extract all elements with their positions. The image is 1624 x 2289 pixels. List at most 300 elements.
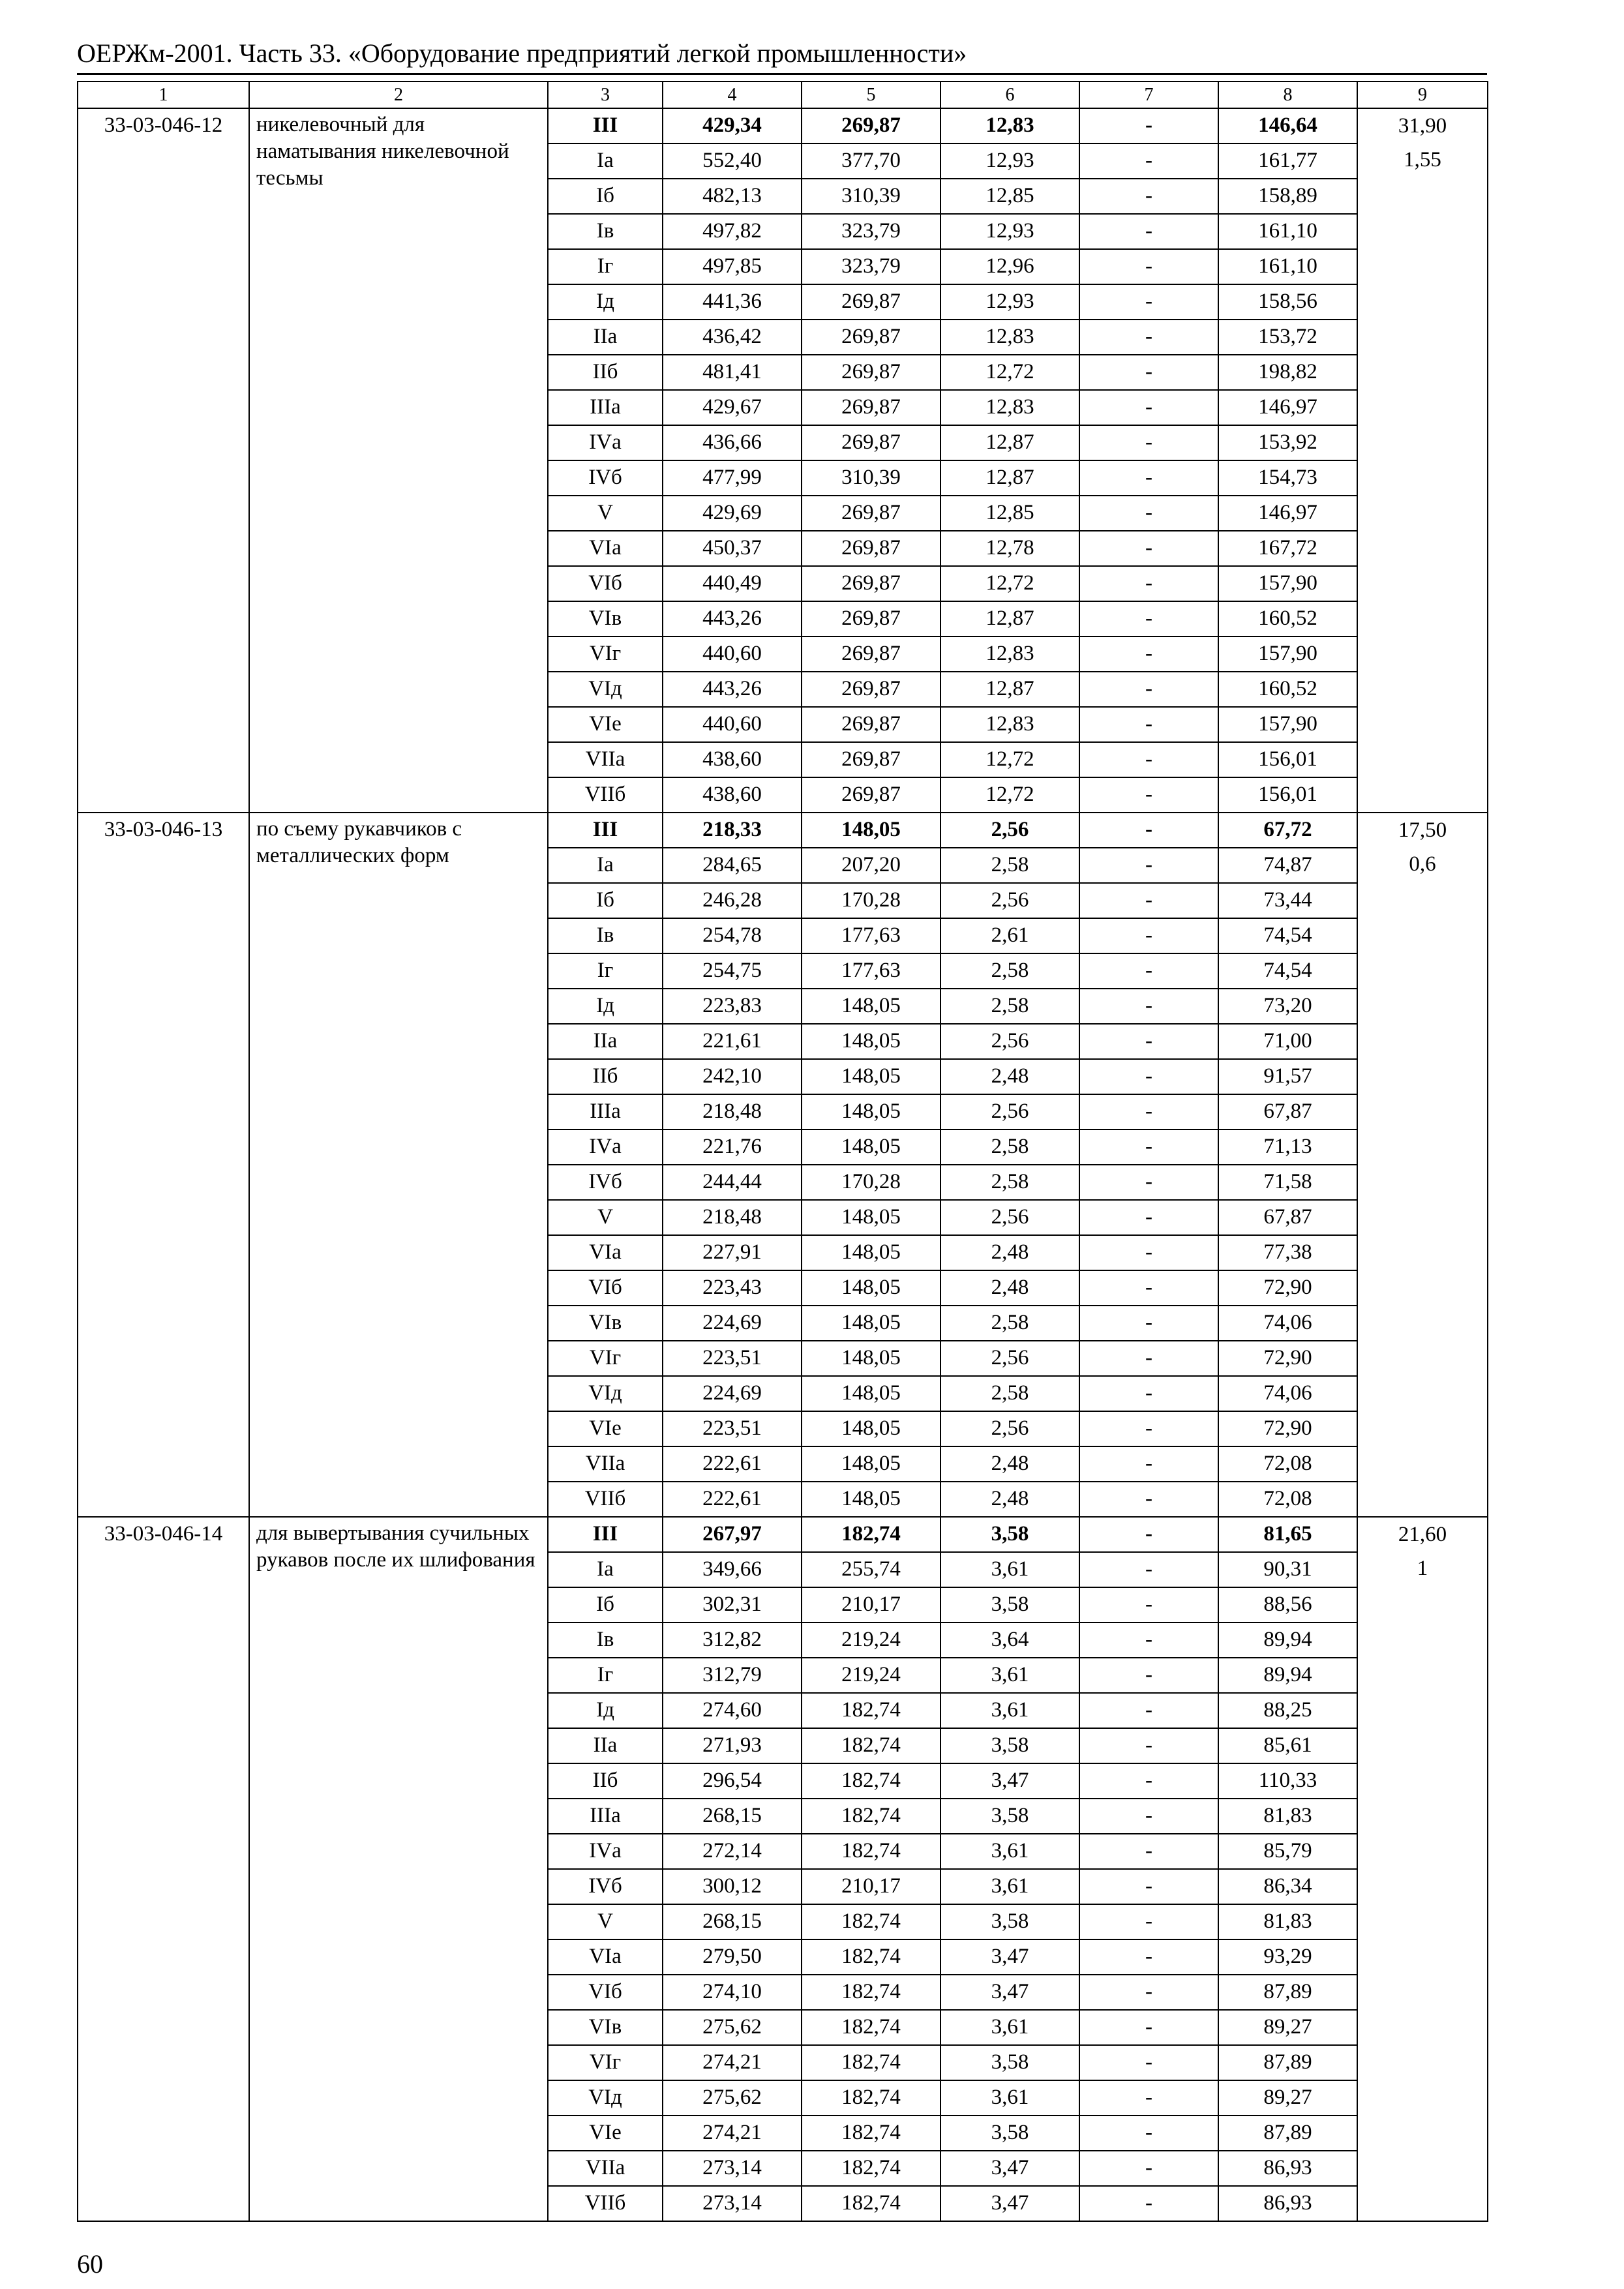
- wages: 269,87: [802, 284, 940, 320]
- wages: 182,74: [802, 2010, 940, 2045]
- wages: 219,24: [802, 1623, 940, 1658]
- total-cost: 429,67: [663, 390, 802, 425]
- price-table: [77, 81, 1488, 2222]
- machinist-wages: -: [1079, 1517, 1218, 1552]
- machine-cost: 2,56: [940, 1200, 1079, 1235]
- labor-grade: 0,6: [1409, 852, 1436, 876]
- machinist-wages: -: [1079, 848, 1218, 883]
- total-cost: 441,36: [663, 284, 802, 320]
- machine-cost: 3,47: [940, 2186, 1079, 2221]
- total-cost: 429,34: [663, 108, 802, 143]
- total-cost: 275,62: [663, 2010, 802, 2045]
- machine-cost: 3,47: [940, 2151, 1079, 2186]
- total-cost: 443,26: [663, 601, 802, 636]
- machine-cost: 12,83: [940, 320, 1079, 355]
- machinist-wages: -: [1079, 214, 1218, 249]
- total-cost: 273,14: [663, 2186, 802, 2221]
- zone-code: IIIа: [548, 390, 663, 425]
- machine-cost: 3,58: [940, 2116, 1079, 2151]
- zone-code: IVа: [548, 1130, 663, 1165]
- machinist-wages: -: [1079, 777, 1218, 813]
- materials-cost: 89,94: [1218, 1658, 1357, 1693]
- machinist-wages: -: [1079, 1270, 1218, 1306]
- machinist-wages: -: [1079, 1059, 1218, 1094]
- materials-cost: 72,08: [1218, 1446, 1357, 1482]
- machine-cost: 3,61: [940, 1693, 1079, 1728]
- zone-code: Iв: [548, 1623, 663, 1658]
- machine-cost: 2,56: [940, 1411, 1079, 1446]
- zone-code: VIIб: [548, 777, 663, 813]
- total-cost: 268,15: [663, 1799, 802, 1834]
- machinist-wages: -: [1079, 1799, 1218, 1834]
- materials-cost: 93,29: [1218, 1939, 1357, 1975]
- materials-cost: 160,52: [1218, 601, 1357, 636]
- materials-cost: 74,54: [1218, 918, 1357, 953]
- wages: 269,87: [802, 496, 940, 531]
- machinist-wages: -: [1079, 1763, 1218, 1799]
- total-cost: 272,14: [663, 1834, 802, 1869]
- zone-code: IVб: [548, 1869, 663, 1904]
- machinist-wages: -: [1079, 1411, 1218, 1446]
- wages: 182,74: [802, 1693, 940, 1728]
- norm-name: для вывертывания сучильных рукавов после их шлифования: [249, 1517, 548, 2221]
- materials-cost: 156,01: [1218, 742, 1357, 777]
- machine-cost: 3,58: [940, 1587, 1079, 1623]
- machine-cost: 12,96: [940, 249, 1079, 284]
- total-cost: 296,54: [663, 1763, 802, 1799]
- materials-cost: 158,89: [1218, 179, 1357, 214]
- zone-code: VIд: [548, 2080, 663, 2116]
- wages: 323,79: [802, 249, 940, 284]
- labor-cost-cell: [1357, 1517, 1488, 2221]
- machinist-wages: -: [1079, 284, 1218, 320]
- materials-cost: 72,90: [1218, 1270, 1357, 1306]
- machinist-wages: -: [1079, 496, 1218, 531]
- machinist-wages: -: [1079, 108, 1218, 143]
- machinist-wages: -: [1079, 1869, 1218, 1904]
- materials-cost: 161,77: [1218, 143, 1357, 179]
- wages: 269,87: [802, 601, 940, 636]
- machinist-wages: -: [1079, 1623, 1218, 1658]
- materials-cost: 85,61: [1218, 1728, 1357, 1763]
- total-cost: 429,69: [663, 496, 802, 531]
- machinist-wages: -: [1079, 2080, 1218, 2116]
- materials-cost: 86,93: [1218, 2151, 1357, 2186]
- machine-cost: 2,56: [940, 883, 1079, 918]
- materials-cost: 74,06: [1218, 1306, 1357, 1341]
- zone-code: Iг: [548, 953, 663, 989]
- zone-code: Iа: [548, 1552, 663, 1587]
- machine-cost: 3,61: [940, 1552, 1079, 1587]
- total-cost: 223,83: [663, 989, 802, 1024]
- zone-code: Iа: [548, 143, 663, 179]
- machinist-wages: -: [1079, 672, 1218, 707]
- wages: 182,74: [802, 1939, 940, 1975]
- zone-code: VIб: [548, 566, 663, 601]
- total-cost: 222,61: [663, 1482, 802, 1517]
- machine-cost: 3,47: [940, 1939, 1079, 1975]
- machine-cost: 3,58: [940, 1799, 1079, 1834]
- table-body: [78, 82, 1488, 2221]
- machinist-wages: -: [1079, 2151, 1218, 2186]
- machine-cost: 12,87: [940, 601, 1079, 636]
- machine-cost: 3,64: [940, 1623, 1079, 1658]
- materials-cost: 67,87: [1218, 1094, 1357, 1130]
- materials-cost: 161,10: [1218, 249, 1357, 284]
- zone-code: VIа: [548, 531, 663, 566]
- machinist-wages: -: [1079, 1939, 1218, 1975]
- materials-cost: 71,13: [1218, 1130, 1357, 1165]
- machinist-wages: -: [1079, 2010, 1218, 2045]
- column-number: 6: [940, 82, 1079, 108]
- machine-cost: 2,56: [940, 1024, 1079, 1059]
- total-cost: 443,26: [663, 672, 802, 707]
- column-number: 7: [1079, 82, 1218, 108]
- total-cost: 271,93: [663, 1728, 802, 1763]
- materials-cost: 71,58: [1218, 1165, 1357, 1200]
- zone-code: VIIб: [548, 2186, 663, 2221]
- wages: 210,17: [802, 1587, 940, 1623]
- machine-cost: 12,72: [940, 566, 1079, 601]
- zone-code: IIа: [548, 1728, 663, 1763]
- materials-cost: 88,56: [1218, 1587, 1357, 1623]
- zone-code: VIIа: [548, 2151, 663, 2186]
- total-cost: 246,28: [663, 883, 802, 918]
- total-cost: 438,60: [663, 777, 802, 813]
- machine-cost: 12,85: [940, 496, 1079, 531]
- zone-code: VIIа: [548, 742, 663, 777]
- wages: 182,74: [802, 1763, 940, 1799]
- wages: 182,74: [802, 1517, 940, 1552]
- wages: 210,17: [802, 1869, 940, 1904]
- machine-cost: 12,87: [940, 672, 1079, 707]
- total-cost: 268,15: [663, 1904, 802, 1939]
- machine-cost: 12,93: [940, 143, 1079, 179]
- wages: 182,74: [802, 2045, 940, 2080]
- wages: 148,05: [802, 1270, 940, 1306]
- table-row: [78, 813, 1488, 848]
- zone-code: VIе: [548, 1411, 663, 1446]
- total-cost: 440,49: [663, 566, 802, 601]
- machine-cost: 3,58: [940, 2045, 1079, 2080]
- zone-code: Iб: [548, 883, 663, 918]
- zone-code: VIIа: [548, 1446, 663, 1482]
- column-number: 4: [663, 82, 802, 108]
- wages: 148,05: [802, 1411, 940, 1446]
- materials-cost: 85,79: [1218, 1834, 1357, 1869]
- machinist-wages: -: [1079, 143, 1218, 179]
- machinist-wages: -: [1079, 1024, 1218, 1059]
- materials-cost: 72,90: [1218, 1341, 1357, 1376]
- wages: 269,87: [802, 320, 940, 355]
- norm-code: 33-03-046-14: [78, 1517, 249, 2221]
- zone-code: IIб: [548, 355, 663, 390]
- machinist-wages: -: [1079, 1482, 1218, 1517]
- zone-code: III: [548, 108, 663, 143]
- materials-cost: 71,00: [1218, 1024, 1357, 1059]
- wages: 148,05: [802, 1130, 940, 1165]
- total-cost: 302,31: [663, 1587, 802, 1623]
- total-cost: 436,66: [663, 425, 802, 460]
- machinist-wages: -: [1079, 1975, 1218, 2010]
- wages: 255,74: [802, 1552, 940, 1587]
- machinist-wages: -: [1079, 1728, 1218, 1763]
- zone-code: VIе: [548, 707, 663, 742]
- materials-cost: 89,94: [1218, 1623, 1357, 1658]
- total-cost: 275,62: [663, 2080, 802, 2116]
- machine-cost: 12,72: [940, 777, 1079, 813]
- labor-costs: 31,90: [1398, 114, 1447, 138]
- materials-cost: 88,25: [1218, 1693, 1357, 1728]
- zone-code: IVб: [548, 460, 663, 496]
- wages: 182,74: [802, 1799, 940, 1834]
- machine-cost: 3,61: [940, 1869, 1079, 1904]
- page-number: 60: [77, 2249, 103, 2279]
- norm-name: никелевочный для наматывания никелевочной тесьмы: [249, 108, 548, 813]
- wages: 269,87: [802, 355, 940, 390]
- machine-cost: 12,78: [940, 531, 1079, 566]
- zone-code: VIг: [548, 1341, 663, 1376]
- total-cost: 218,48: [663, 1200, 802, 1235]
- zone-code: VIд: [548, 672, 663, 707]
- norm-code: 33-03-046-13: [78, 813, 249, 1517]
- machinist-wages: -: [1079, 460, 1218, 496]
- machinist-wages: -: [1079, 1834, 1218, 1869]
- zone-code: Iв: [548, 918, 663, 953]
- machinist-wages: -: [1079, 1693, 1218, 1728]
- wages: 269,87: [802, 672, 940, 707]
- machinist-wages: -: [1079, 601, 1218, 636]
- machine-cost: 12,87: [940, 460, 1079, 496]
- machine-cost: 3,61: [940, 2080, 1079, 2116]
- zone-code: VIе: [548, 2116, 663, 2151]
- machine-cost: 2,58: [940, 848, 1079, 883]
- materials-cost: 74,06: [1218, 1376, 1357, 1411]
- total-cost: 221,61: [663, 1024, 802, 1059]
- machinist-wages: -: [1079, 1200, 1218, 1235]
- materials-cost: 86,93: [1218, 2186, 1357, 2221]
- total-cost: 274,60: [663, 1693, 802, 1728]
- materials-cost: 110,33: [1218, 1763, 1357, 1799]
- total-cost: 242,10: [663, 1059, 802, 1094]
- materials-cost: 157,90: [1218, 566, 1357, 601]
- wages: 182,74: [802, 1975, 940, 2010]
- wages: 148,05: [802, 813, 940, 848]
- machinist-wages: -: [1079, 2045, 1218, 2080]
- header-rule: [77, 73, 1487, 75]
- materials-cost: 157,90: [1218, 707, 1357, 742]
- machinist-wages: -: [1079, 1094, 1218, 1130]
- wages: 269,87: [802, 531, 940, 566]
- wages: 182,74: [802, 2151, 940, 2186]
- machine-cost: 2,48: [940, 1446, 1079, 1482]
- wages: 148,05: [802, 1482, 940, 1517]
- machinist-wages: -: [1079, 636, 1218, 672]
- total-cost: 273,14: [663, 2151, 802, 2186]
- machinist-wages: -: [1079, 742, 1218, 777]
- labor-grade: 1,55: [1404, 148, 1441, 172]
- wages: 148,05: [802, 1200, 940, 1235]
- zone-code: Iд: [548, 1693, 663, 1728]
- machine-cost: 2,58: [940, 1130, 1079, 1165]
- total-cost: 279,50: [663, 1939, 802, 1975]
- machinist-wages: -: [1079, 707, 1218, 742]
- machinist-wages: -: [1079, 918, 1218, 953]
- zone-code: VIа: [548, 1939, 663, 1975]
- zone-code: IVа: [548, 1834, 663, 1869]
- total-cost: 438,60: [663, 742, 802, 777]
- zone-code: VIв: [548, 2010, 663, 2045]
- machinist-wages: -: [1079, 813, 1218, 848]
- wages: 269,87: [802, 777, 940, 813]
- total-cost: 482,13: [663, 179, 802, 214]
- wages: 310,39: [802, 460, 940, 496]
- wages: 182,74: [802, 1728, 940, 1763]
- wages: 170,28: [802, 883, 940, 918]
- zone-code: Iд: [548, 989, 663, 1024]
- zone-code: VIд: [548, 1376, 663, 1411]
- machine-cost: 3,58: [940, 1728, 1079, 1763]
- machine-cost: 3,58: [940, 1904, 1079, 1939]
- total-cost: 440,60: [663, 636, 802, 672]
- page-header: ОЕРЖм-2001. Часть 33. «Оборудование предприятий легкой промышленности»: [77, 38, 967, 68]
- materials-cost: 87,89: [1218, 2116, 1357, 2151]
- zone-code: VIг: [548, 2045, 663, 2080]
- wages: 269,87: [802, 425, 940, 460]
- materials-cost: 160,52: [1218, 672, 1357, 707]
- machine-cost: 2,56: [940, 1341, 1079, 1376]
- zone-code: IIб: [548, 1059, 663, 1094]
- materials-cost: 158,56: [1218, 284, 1357, 320]
- total-cost: 497,82: [663, 214, 802, 249]
- wages: 148,05: [802, 1446, 940, 1482]
- machinist-wages: -: [1079, 390, 1218, 425]
- column-number: 2: [249, 82, 548, 108]
- materials-cost: 146,97: [1218, 496, 1357, 531]
- machinist-wages: -: [1079, 1446, 1218, 1482]
- column-number-row: [78, 82, 1488, 108]
- materials-cost: 87,89: [1218, 2045, 1357, 2080]
- machine-cost: 12,85: [940, 179, 1079, 214]
- total-cost: 312,82: [663, 1623, 802, 1658]
- labor-costs: 21,60: [1398, 1523, 1447, 1546]
- zone-code: VIа: [548, 1235, 663, 1270]
- zone-code: Iг: [548, 249, 663, 284]
- wages: 269,87: [802, 707, 940, 742]
- machinist-wages: -: [1079, 1306, 1218, 1341]
- machinist-wages: -: [1079, 2116, 1218, 2151]
- wages: 323,79: [802, 214, 940, 249]
- machine-cost: 2,58: [940, 1165, 1079, 1200]
- wages: 182,74: [802, 2080, 940, 2116]
- machine-cost: 2,56: [940, 813, 1079, 848]
- labor-costs: 17,50: [1398, 818, 1447, 842]
- zone-code: III: [548, 1517, 663, 1552]
- machinist-wages: -: [1079, 2186, 1218, 2221]
- labor-grade: 1: [1417, 1557, 1428, 1580]
- wages: 269,87: [802, 108, 940, 143]
- labor-cost-cell: [1357, 108, 1488, 813]
- total-cost: 267,97: [663, 1517, 802, 1552]
- machine-cost: 2,58: [940, 989, 1079, 1024]
- total-cost: 244,44: [663, 1165, 802, 1200]
- materials-cost: 146,64: [1218, 108, 1357, 143]
- zone-code: IVа: [548, 425, 663, 460]
- materials-cost: 87,89: [1218, 1975, 1357, 2010]
- materials-cost: 74,87: [1218, 848, 1357, 883]
- wages: 177,63: [802, 918, 940, 953]
- machinist-wages: -: [1079, 1904, 1218, 1939]
- zone-code: IIа: [548, 320, 663, 355]
- materials-cost: 67,87: [1218, 1200, 1357, 1235]
- machine-cost: 2,56: [940, 1094, 1079, 1130]
- machine-cost: 12,93: [940, 214, 1079, 249]
- materials-cost: 91,57: [1218, 1059, 1357, 1094]
- machine-cost: 12,87: [940, 425, 1079, 460]
- machine-cost: 12,72: [940, 742, 1079, 777]
- machine-cost: 3,47: [940, 1975, 1079, 2010]
- materials-cost: 89,27: [1218, 2010, 1357, 2045]
- total-cost: 274,21: [663, 2045, 802, 2080]
- machinist-wages: -: [1079, 1587, 1218, 1623]
- machine-cost: 12,93: [940, 284, 1079, 320]
- materials-cost: 153,72: [1218, 320, 1357, 355]
- machinist-wages: -: [1079, 989, 1218, 1024]
- machine-cost: 2,58: [940, 1306, 1079, 1341]
- wages: 219,24: [802, 1658, 940, 1693]
- machine-cost: 2,48: [940, 1270, 1079, 1306]
- machinist-wages: -: [1079, 425, 1218, 460]
- total-cost: 227,91: [663, 1235, 802, 1270]
- total-cost: 552,40: [663, 143, 802, 179]
- materials-cost: 72,90: [1218, 1411, 1357, 1446]
- total-cost: 481,41: [663, 355, 802, 390]
- column-number: 5: [802, 82, 940, 108]
- machine-cost: 12,83: [940, 108, 1079, 143]
- total-cost: 254,75: [663, 953, 802, 989]
- total-cost: 218,33: [663, 813, 802, 848]
- wages: 377,70: [802, 143, 940, 179]
- wages: 269,87: [802, 566, 940, 601]
- table-row: [78, 108, 1488, 143]
- machine-cost: 2,61: [940, 918, 1079, 953]
- wages: 182,74: [802, 2186, 940, 2221]
- total-cost: 224,69: [663, 1376, 802, 1411]
- zone-code: IIб: [548, 1763, 663, 1799]
- machinist-wages: -: [1079, 1341, 1218, 1376]
- machinist-wages: -: [1079, 249, 1218, 284]
- materials-cost: 154,73: [1218, 460, 1357, 496]
- machinist-wages: -: [1079, 1552, 1218, 1587]
- norm-code: 33-03-046-12: [78, 108, 249, 813]
- zone-code: IVб: [548, 1165, 663, 1200]
- materials-cost: 74,54: [1218, 953, 1357, 989]
- materials-cost: 89,27: [1218, 2080, 1357, 2116]
- total-cost: 349,66: [663, 1552, 802, 1587]
- wages: 148,05: [802, 989, 940, 1024]
- zone-code: VIв: [548, 1306, 663, 1341]
- machinist-wages: -: [1079, 355, 1218, 390]
- zone-code: Iб: [548, 179, 663, 214]
- total-cost: 221,76: [663, 1130, 802, 1165]
- machinist-wages: -: [1079, 953, 1218, 989]
- wages: 170,28: [802, 1165, 940, 1200]
- total-cost: 224,69: [663, 1306, 802, 1341]
- zone-code: Iб: [548, 1587, 663, 1623]
- total-cost: 218,48: [663, 1094, 802, 1130]
- wages: 182,74: [802, 2116, 940, 2151]
- zone-code: Iд: [548, 284, 663, 320]
